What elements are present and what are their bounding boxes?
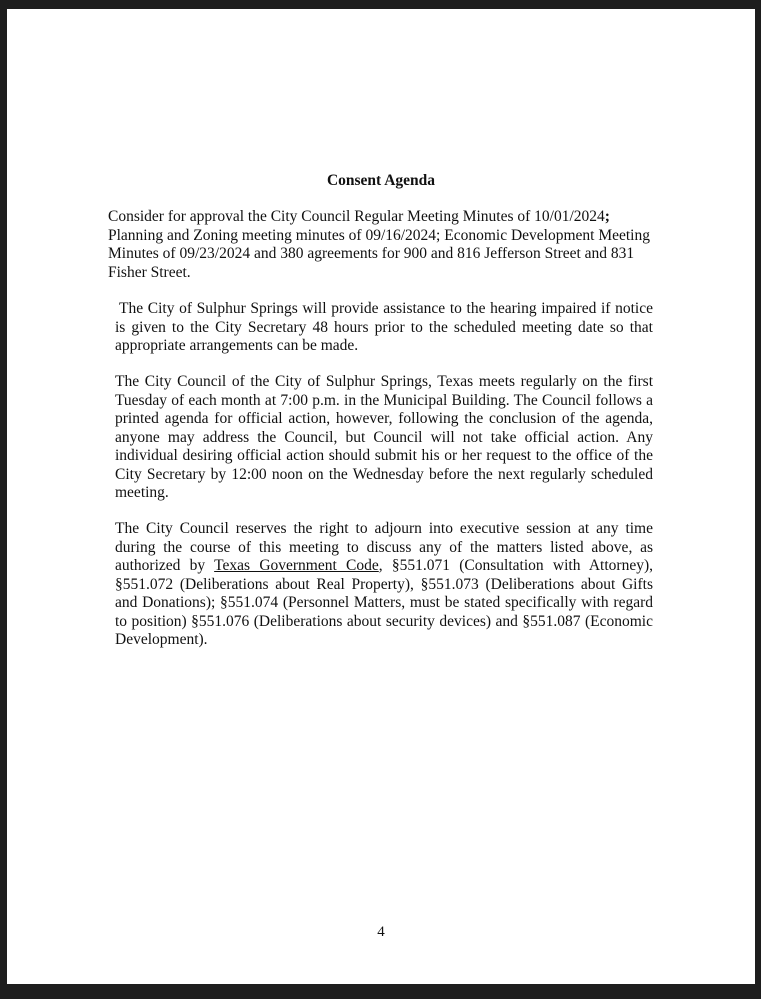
consent-agenda-paragraph (108, 208, 668, 282)
section-heading: Consent Agenda (326, 172, 436, 189)
paragraph-text-continued: Planning and Zoning meeting minutes of 09/16/2024; Economic Development Meeting Minutes of 09/23/2024 and 380 agreements for 900 and 816 Jefferson Street and 831 Fisher Street. (108, 226, 650, 281)
executive-session-paragraph (115, 520, 653, 650)
meeting-schedule-paragraph: The City Council of the City of Sulphur Springs, Texas meets regularly on the first Tuesday of each month at 7:00 p.m. in the Municipal Building. The Council follows a printed agenda for official action, however, following the conclusion of the agenda, anyone may address the Council, but Council will not take official action. Any individual desiring official action should submit his or her request to the office of the City Secretary by 12:00 noon on the Wednesday before the next regularly scheduled meeting. (115, 373, 653, 501)
hearing-impaired-paragraph: The City of Sulphur Springs will provide assistance to the hearing impaired if notice is given to the City Secretary 48 hours prior to the scheduled meeting date so that appropriate arrangements can be made. (115, 300, 653, 354)
document-page (7, 9, 755, 984)
paragraph-text: The City Council reserves the right to adjourn into executive session at any time during the course of this meeting to discuss any of the matters listed above, as authorized by (115, 520, 653, 574)
page-number: 4 (377, 924, 385, 940)
paragraph-text: Consider for approval the City Council Regular Meeting Minutes of 10/01/2024 (108, 208, 605, 225)
bold-semicolon: ; (604, 208, 610, 225)
paragraph-text-continued: , §551.071 (Consultation with Attorney), §551.072 (Deliberations about Real Property), §551.073 (Deliberations about Gifts and Donations); §551.074 (Personnel Matters, must be stated specifically with regard to position) §551.076 (Deliberations about security devices) and §551.087 (Economic Development). (115, 557, 653, 648)
texas-government-code-link[interactable]: Texas Government Code (214, 557, 379, 574)
